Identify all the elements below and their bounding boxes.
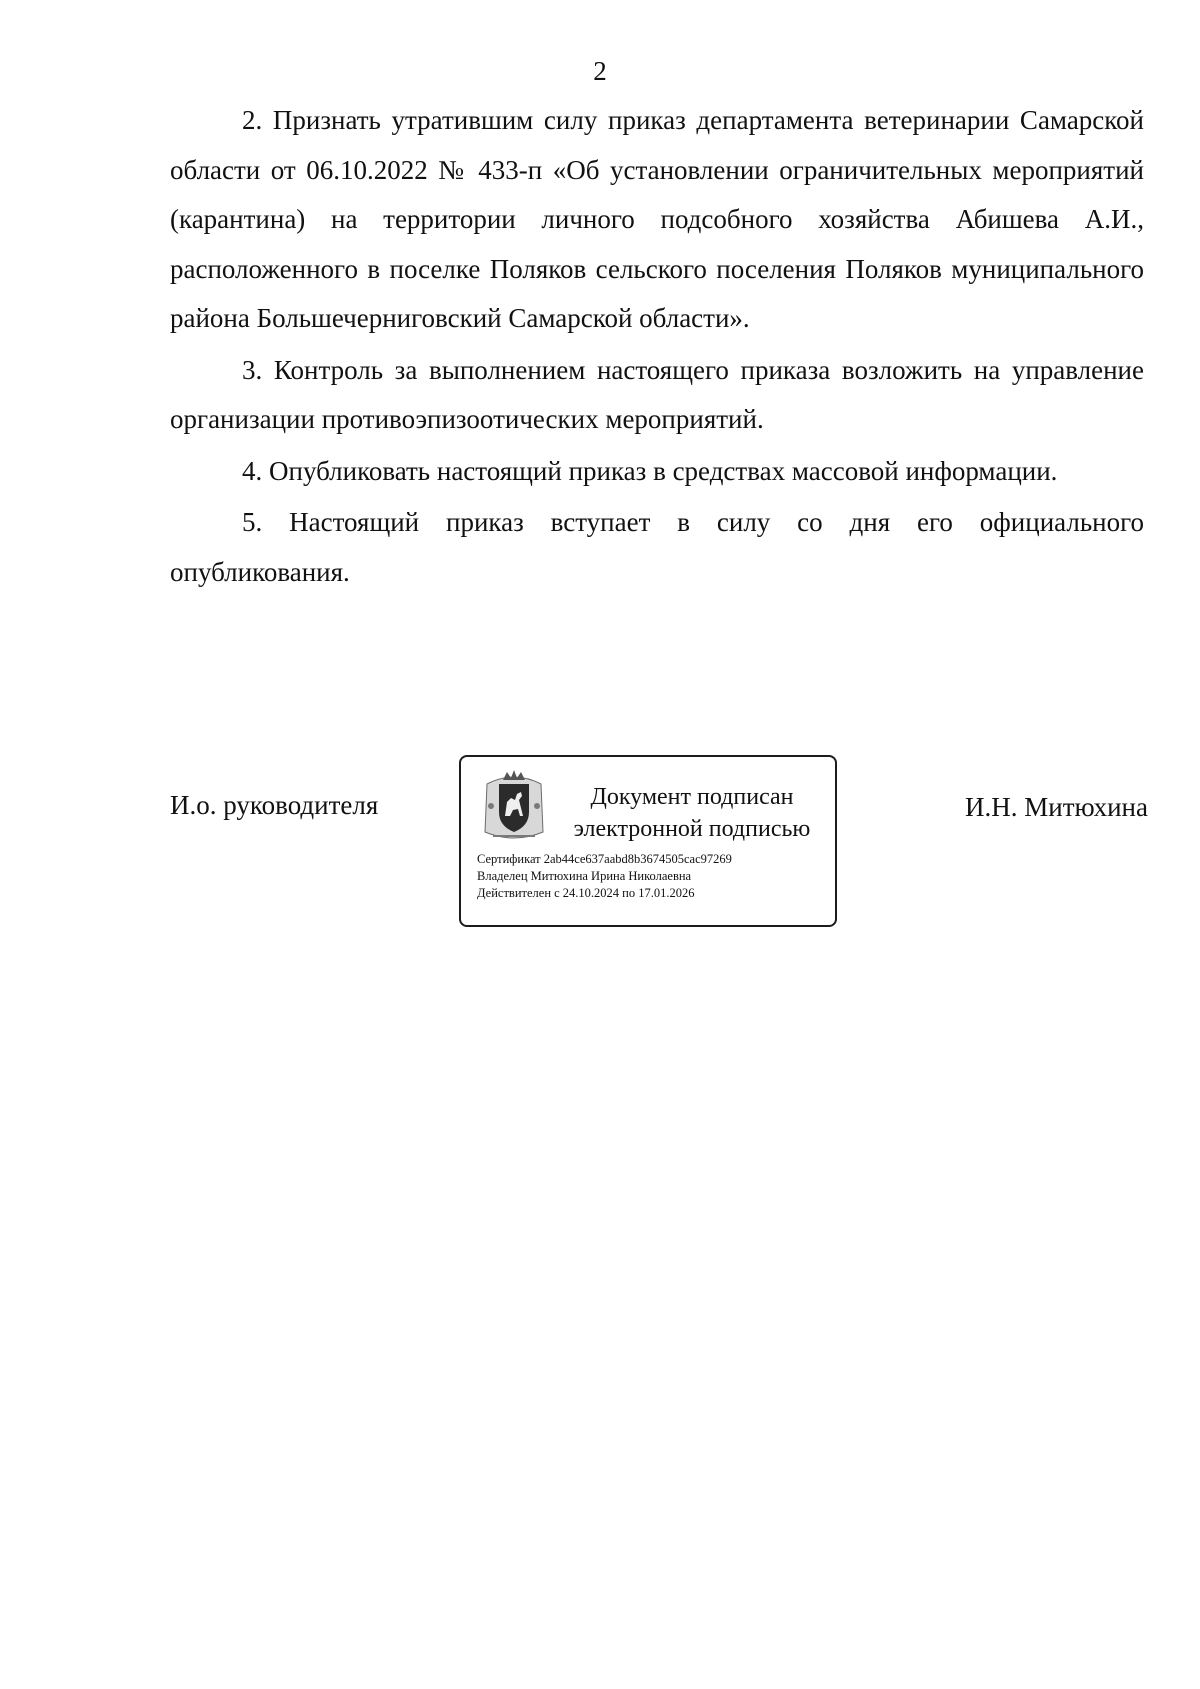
stamp-title-line-1: Документ подписан (590, 784, 794, 810)
stamp-title-line-2: электронной подписью (573, 816, 811, 842)
paragraph-2: 2. Признать утратившим силу приказ департамента ветеринарии Самарской области от 06.10.2022 № 433-п «Об установлении ограничительных мероприятий (карантина) на территории личного подсобного хозяйства Абишева А.И., расположенного в поселке Поляков сельского поселения Поляков муниципального района Большечерниговский Самарской области». (170, 105, 1144, 333)
electronic-signature-stamp (459, 755, 837, 927)
page-number: 2 (593, 56, 607, 86)
stamp-owner: Владелец Митюхина Ирина Николаевна (477, 869, 692, 883)
paragraph-5: 5. Настоящий приказ вступает в силу со дня его официального опубликования. (170, 507, 1144, 587)
stamp-validity: Действителен с 24.10.2024 по 17.01.2026 (477, 886, 695, 900)
stamp-title (557, 781, 827, 845)
stamp-details (477, 851, 732, 902)
order-text (170, 96, 1144, 599)
signer-position: И.о. руководителя (170, 790, 379, 820)
coat-of-arms-icon (477, 766, 551, 846)
paragraph-3: 3. Контроль за выполнением настоящего приказа возложить на управление организации противоэпизоотических мероприятий. (170, 354, 1144, 434)
stamp-certificate: Сертификат 2ab44ce637aabd8b3674505cac97269 (477, 852, 732, 866)
signature-block (0, 755, 1200, 935)
paragraph-4: 4. Опубликовать настоящий приказ в средствах массовой информации. (242, 455, 1058, 486)
signer-name: И.Н. Митюхина (964, 792, 1148, 822)
